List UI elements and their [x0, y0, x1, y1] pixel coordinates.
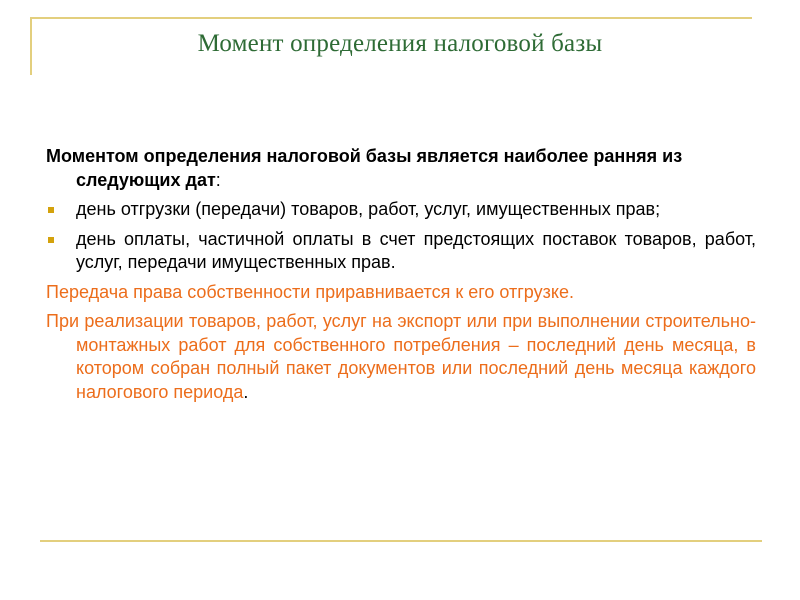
- frame-bottom-line: [40, 540, 762, 542]
- bullet-text: день оплаты, частичной оплаты в счет предстоящих поставок товаров, работ, услуг, передачи имущественных прав.: [76, 228, 756, 272]
- bullet-text: день отгрузки (передачи) товаров, работ, услуг, имущественных прав;: [76, 199, 661, 219]
- slide-title: Момент определения налоговой базы: [197, 30, 603, 57]
- slide-content: [46, 145, 756, 410]
- frame-top-line: [30, 17, 752, 19]
- intro-paragraph: [46, 145, 756, 192]
- square-bullet-icon: [48, 207, 54, 213]
- note-export-paragraph: [46, 310, 756, 404]
- bullet-item-shipment: [46, 198, 756, 222]
- square-bullet-icon: [48, 237, 54, 243]
- note-ownership-transfer: Передача права собственности приравнивается к его отгрузке.: [46, 281, 574, 302]
- intro-bold-text: Моментом определения налоговой базы является наиболее ранняя из следующих дат: [46, 146, 683, 190]
- note-export-text: При реализации товаров, работ, услуг на экспорт или при выполнении строительно-монтажных работ для собственного потребления – последний день месяца, в котором собран полный пакет документов или последний день месяца каждого налогового периода: [46, 311, 756, 402]
- intro-colon: :: [215, 169, 221, 190]
- note-export-period: .: [243, 381, 249, 402]
- bullet-item-payment: [46, 228, 756, 275]
